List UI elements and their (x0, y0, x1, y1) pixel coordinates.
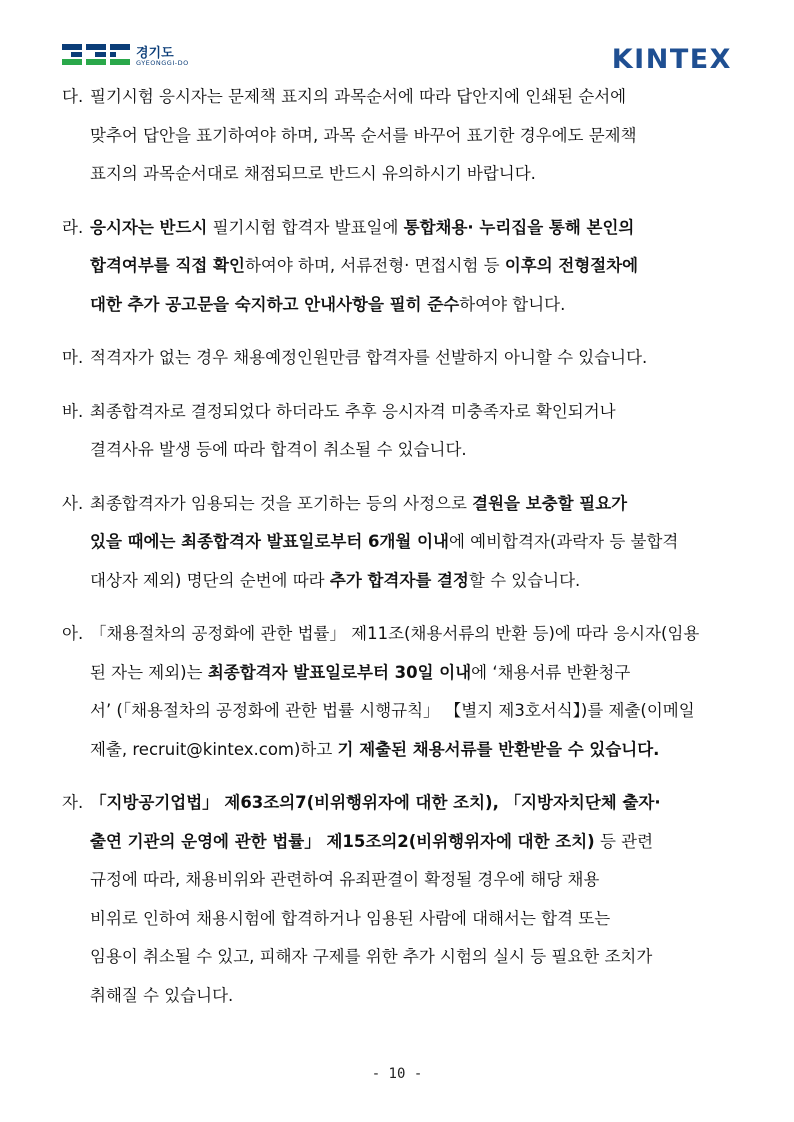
text-line (62, 977, 740, 1016)
page-header (0, 0, 794, 80)
text: 규정에 따라, 채용비위와 관련하여 유죄판결이 확정될 경우에 해당 채용 (90, 870, 600, 889)
kintex-logo: KINTEX (611, 44, 732, 75)
list-item (62, 485, 740, 601)
text: 최종합격자로 결정되었다 하더라도 추후 응시자격 미충족자로 확인되거나 (90, 401, 616, 421)
bold-text: 대한 추가 공고문을 숙지하고 안내사항을 필히 준수 (90, 294, 460, 314)
text: 제출, recruit@kintex.com)하고 (90, 739, 338, 759)
text: 등 관련 (594, 831, 654, 851)
text-line (62, 692, 740, 731)
list-item (62, 393, 740, 470)
bold-text: 「지방공기업법」 제63조의7(비위행위자에 대한 조치), 「지방자치단체 출자· (90, 793, 661, 812)
list-marker: 바. (62, 401, 84, 421)
list-marker: 다. (62, 87, 84, 106)
text-line (62, 431, 740, 470)
text-line (62, 339, 740, 378)
text-line (62, 900, 740, 939)
text-line (62, 654, 740, 693)
text-line (62, 117, 740, 156)
text-line (62, 155, 740, 194)
bold-text: 결원을 보충할 필요가 (472, 493, 628, 513)
text-line (62, 938, 740, 977)
list-marker: 아. (62, 624, 84, 643)
bold-text: 최종합격자 발표일로부터 30일 이내 (207, 662, 472, 682)
text-line (62, 247, 740, 286)
text-line (62, 209, 740, 248)
text: 서’ (「채용절차의 공정화에 관한 법률 시행규칙」 【별지 제3호서식】)를 제출(이메일 (90, 701, 695, 720)
text: 할 수 있습니다. (468, 570, 581, 590)
text-line (62, 485, 740, 524)
list-marker: 사. (62, 493, 84, 513)
text: 하여야 하며, 서류전형· 면접시험 등 (244, 256, 505, 275)
list-marker: 라. (62, 217, 84, 237)
list-item (62, 339, 740, 378)
text: 최종합격자가 임용되는 것을 포기하는 등의 사정으로 (90, 493, 473, 513)
text-line (62, 78, 740, 117)
text-line (62, 393, 740, 432)
text-line (62, 523, 740, 562)
gyeonggi-logo-text: 경기도 (136, 46, 174, 61)
bold-text: 합격여부를 직접 확인 (90, 256, 245, 275)
text: 적격자가 없는 경우 채용예정인원만큼 합격자를 선발하지 아니할 수 있습니다. (90, 348, 648, 367)
gyeonggi-logo-mark (62, 44, 132, 66)
text: 맞추어 답안을 표기하여야 하며, 과목 순서를 바꾸어 표기한 경우에도 문제책 (90, 125, 637, 145)
page-number: - 10 - (371, 1066, 423, 1082)
text-line (62, 823, 740, 862)
list-marker: 마. (62, 348, 84, 367)
text: 비위로 인하여 채용시험에 합격하거나 임용된 사람에 대해서는 합격 또는 (90, 908, 611, 928)
list-item (62, 615, 740, 769)
text: 에 ‘채용서류 반환청구 (471, 662, 631, 682)
gyeonggi-logo-subtext: GYEONGGI-DO (136, 59, 189, 67)
text: 된 자는 제외)는 (90, 662, 208, 682)
list-marker: 자. (62, 793, 84, 812)
text-line (62, 731, 740, 770)
bold-text: 출연 기관의 운영에 관한 법률」 제15조의2(비위행위자에 대한 조치) (90, 831, 595, 851)
text-line (62, 562, 740, 601)
text-line (62, 861, 740, 900)
list-item (62, 784, 740, 1015)
text: 임용이 취소될 수 있고, 피해자 구제를 위한 추가 시험의 실시 등 필요한 조치가 (90, 947, 653, 966)
bold-text: 통합채용· 누리집을 통해 본인의 (403, 217, 635, 237)
text-line (62, 615, 740, 654)
text: 대상자 제외) 명단의 순번에 따라 (90, 570, 330, 590)
bold-text: 이후의 전형절차에 (504, 256, 639, 275)
bold-text: 있을 때에는 최종합격자 발표일로부터 6개월 이내 (90, 532, 449, 551)
text-line (62, 286, 740, 325)
text: 하여야 합니다. (459, 294, 566, 314)
text: 에 예비합격자(과락자 등 불합격 (448, 532, 679, 551)
text: 표지의 과목순서대로 채점되므로 반드시 유의하시기 바랍니다. (90, 164, 536, 183)
text: 「채용절차의 공정화에 관한 법률」 제11조(채용서류의 반환 등)에 따라 응시자(임용 (90, 624, 700, 643)
list-item (62, 209, 740, 325)
text: 결격사유 발생 등에 따라 합격이 취소될 수 있습니다. (90, 440, 467, 459)
bold-text: 응시자는 반드시 (90, 217, 208, 237)
text: 필기시험 합격자 발표일에 (207, 217, 404, 237)
text-line (62, 784, 740, 823)
document-body (62, 78, 740, 1030)
bold-text: 추가 합격자를 결정 (329, 570, 469, 590)
text: 취해질 수 있습니다. (90, 985, 234, 1005)
bold-text: 기 제출된 채용서류를 반환받을 수 있습니다. (337, 739, 660, 759)
gyeonggi-logo (62, 42, 202, 74)
list-item (62, 78, 740, 194)
text: 필기시험 응시자는 문제책 표지의 과목순서에 따라 답안지에 인쇄된 순서에 (90, 87, 627, 106)
